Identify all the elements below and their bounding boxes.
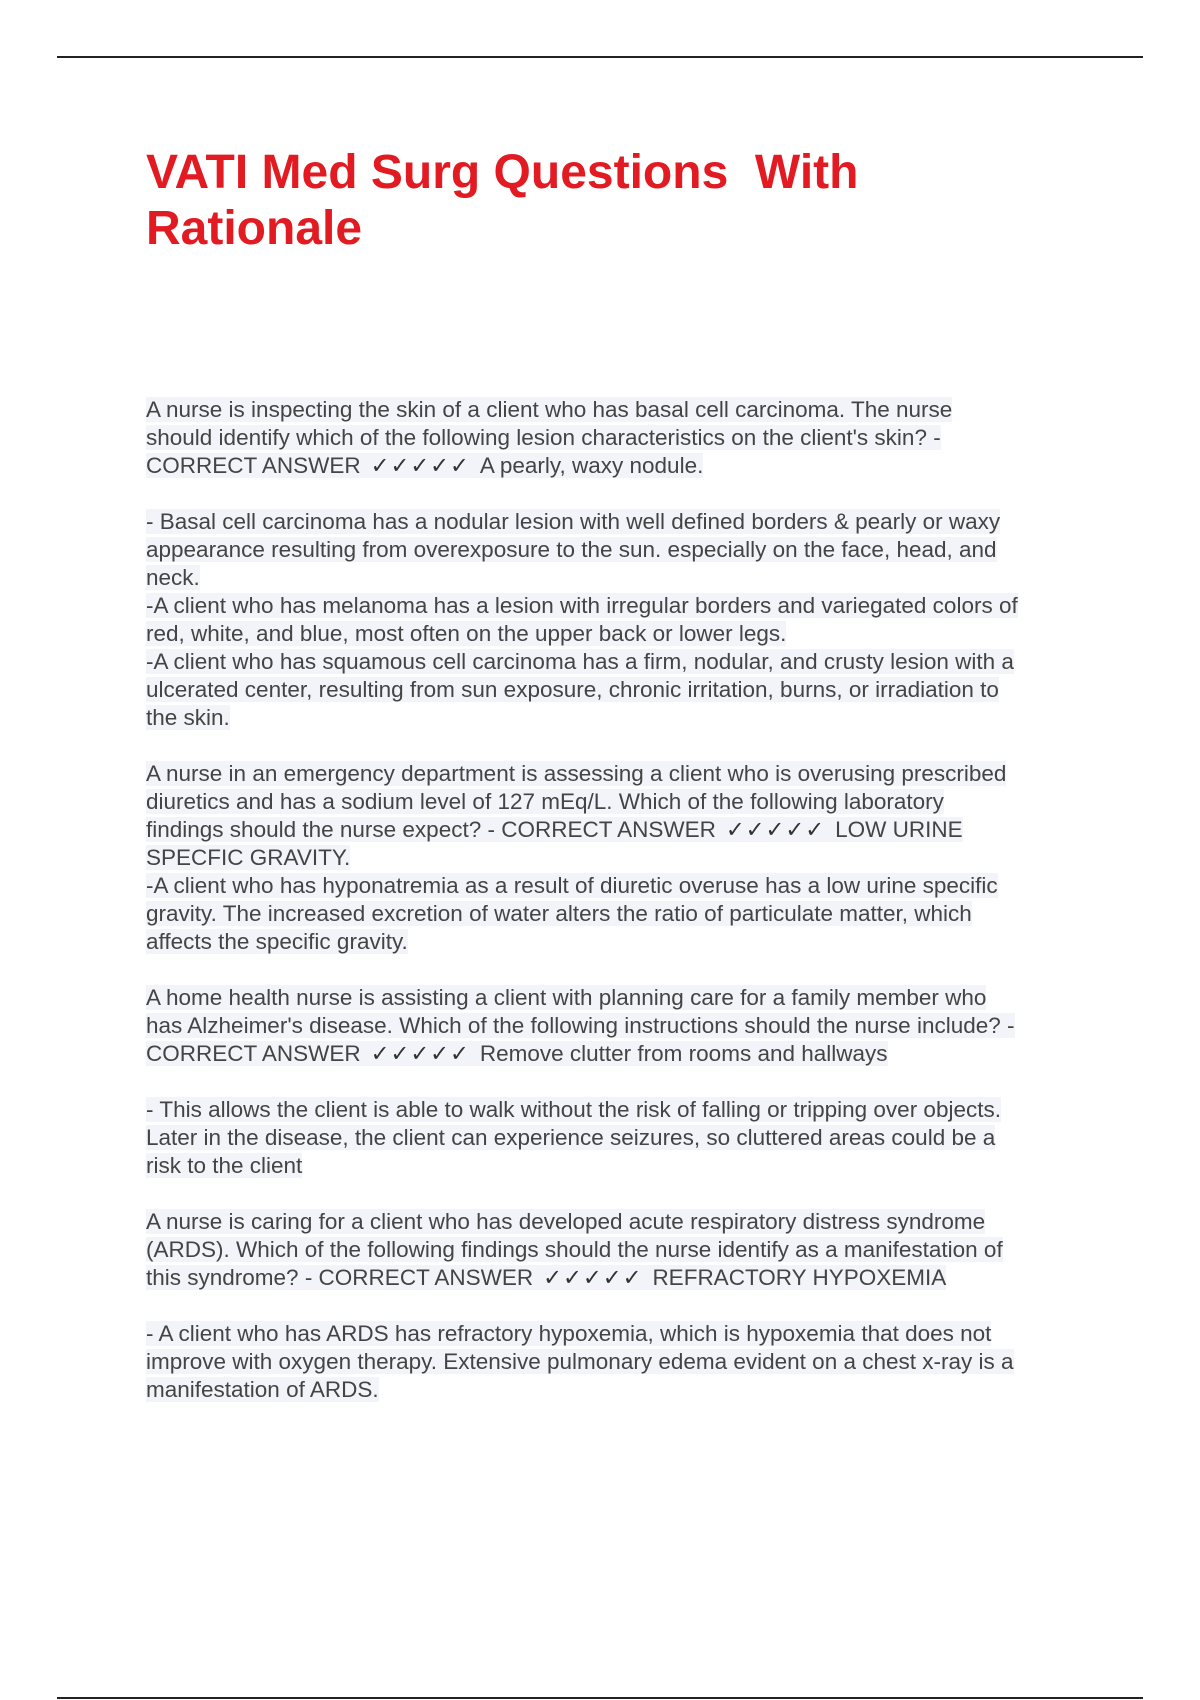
checkmarks-icon: ✓✓✓✓✓ bbox=[370, 453, 470, 478]
question-1-line-1: A nurse is inspecting the skin of a client who has basal cell carcinoma. The nurse bbox=[146, 397, 953, 422]
question-3-line-1: A home health nurse is assisting a client with planning care for a family member who bbox=[146, 985, 987, 1010]
document-title: VATI Med Surg Questions With Rationale bbox=[146, 146, 872, 255]
question-2-line-2: diuretics and has a sodium level of 127 mEq/L. Which of the following laboratory bbox=[146, 789, 944, 814]
answer-text: LOW URINE bbox=[835, 817, 963, 842]
rationale-3 bbox=[146, 1096, 1086, 1180]
rationale-line: gravity. The increased excretion of water alters the ratio of particulate matter, which bbox=[146, 901, 972, 926]
checkmarks-icon: ✓✓✓✓✓ bbox=[370, 1041, 470, 1066]
rationale-line: - A client who has ARDS has refractory hypoxemia, which is hypoxemia that does not bbox=[146, 1321, 992, 1346]
rationale-line: manifestation of ARDS. bbox=[146, 1377, 379, 1402]
rationale-1 bbox=[146, 508, 1086, 732]
rationale-line: -A client who has squamous cell carcinoma has a firm, nodular, and crusty lesion with a bbox=[146, 649, 1014, 674]
answer-text: Remove clutter from rooms and hallways bbox=[479, 1041, 888, 1066]
question-1-line-3 bbox=[146, 452, 1086, 480]
bottom-rule bbox=[57, 1697, 1143, 1699]
rationale-line: ulcerated center, resulting from sun exposure, chronic irritation, burns, or irradiation to bbox=[146, 677, 999, 702]
question-2-line-4 bbox=[146, 844, 1086, 872]
question-2 bbox=[146, 760, 1086, 956]
correct-answer-label: findings should the nurse expect? - CORRECT ANSWER bbox=[146, 817, 716, 842]
top-rule bbox=[57, 56, 1143, 58]
rationale-4 bbox=[146, 1320, 1086, 1404]
rationale-line: -A client who has hyponatremia as a result of diuretic overuse has a low urine specific bbox=[146, 873, 998, 898]
rationale-line: - This allows the client is able to walk without the risk of falling or tripping over objects. bbox=[146, 1097, 1001, 1122]
rationale-line: Later in the disease, the client can experience seizures, so cluttered areas could be a bbox=[146, 1125, 996, 1150]
question-3-line-3 bbox=[146, 1040, 1086, 1068]
rationale-line: appearance resulting from overexposure to the sun. especially on the face, head, and bbox=[146, 537, 997, 562]
rationale-line: the skin. bbox=[146, 705, 230, 730]
rationale-line: risk to the client bbox=[146, 1153, 303, 1178]
document-body bbox=[146, 396, 1086, 1432]
question-4-line-1: A nurse is caring for a client who has developed acute respiratory distress syndrome bbox=[146, 1209, 986, 1234]
question-4-line-2: (ARDS). Which of the following findings should the nurse identify as a manifestation of bbox=[146, 1237, 1003, 1262]
question-1 bbox=[146, 396, 1086, 480]
question-3 bbox=[146, 984, 1086, 1068]
rationale-line: -A client who has melanoma has a lesion with irregular borders and variegated colors of bbox=[146, 593, 1018, 618]
rationale-line: - Basal cell carcinoma has a nodular lesion with well defined borders & pearly or waxy bbox=[146, 509, 1001, 534]
question-2-line-3 bbox=[146, 816, 1086, 844]
question-1-line-2: should identify which of the following lesion characteristics on the client's skin? - bbox=[146, 425, 941, 450]
question-2-line-1: A nurse in an emergency department is assessing a client who is overusing prescribed bbox=[146, 761, 1007, 786]
rationale-line: affects the specific gravity. bbox=[146, 929, 408, 954]
checkmarks-icon: ✓✓✓✓✓ bbox=[543, 1265, 643, 1290]
correct-answer-label: this syndrome? - CORRECT ANSWER bbox=[146, 1265, 534, 1290]
question-3-line-2: has Alzheimer's disease. Which of the following instructions should the nurse include? - bbox=[146, 1013, 1015, 1038]
answer-text: REFRACTORY HYPOXEMIA bbox=[652, 1265, 947, 1290]
question-4 bbox=[146, 1208, 1086, 1292]
answer-text-continued: SPECFIC GRAVITY. bbox=[146, 845, 351, 870]
checkmarks-icon: ✓✓✓✓✓ bbox=[725, 817, 826, 842]
correct-answer-label: CORRECT ANSWER bbox=[146, 1041, 361, 1066]
rationale-line: improve with oxygen therapy. Extensive pulmonary edema evident on a chest x-ray is a bbox=[146, 1349, 1014, 1374]
answer-text: A pearly, waxy nodule. bbox=[479, 453, 704, 478]
rationale-line: neck. bbox=[146, 565, 200, 590]
rationale-line: red, white, and blue, most often on the upper back or lower legs. bbox=[146, 621, 787, 646]
correct-answer-label: CORRECT ANSWER bbox=[146, 453, 361, 478]
question-4-line-3 bbox=[146, 1264, 1086, 1292]
